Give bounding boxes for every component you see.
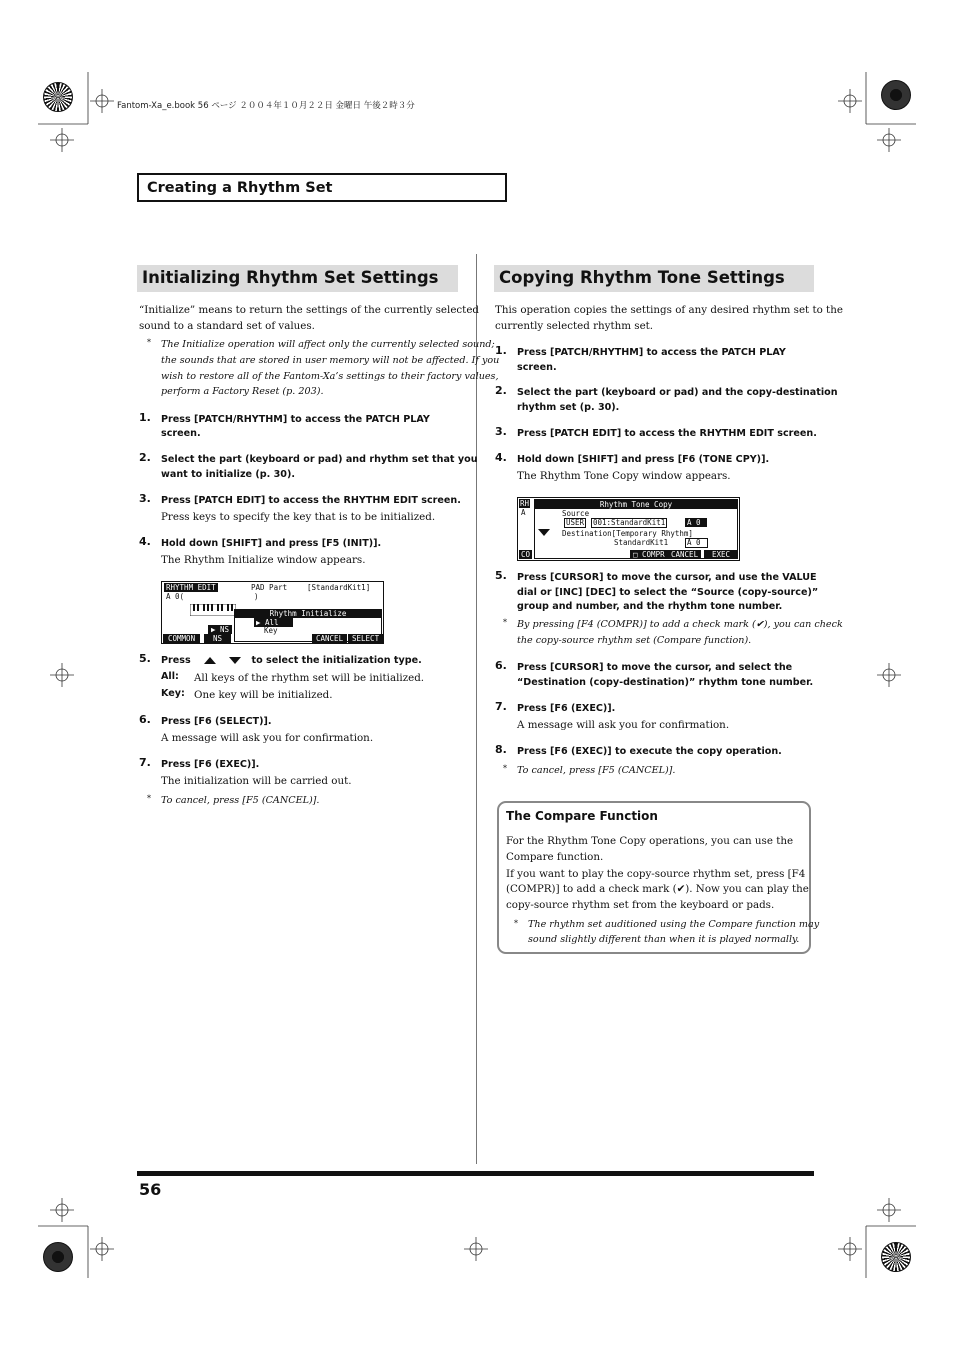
lcd-pad-part: PAD Part: [251, 583, 288, 592]
step-text: Press [PATCH EDIT] to access the RHYTHM EDIT screen.: [161, 495, 461, 506]
lcd-window-title: Rhythm Initialize: [235, 609, 381, 618]
step-text: Press [F6 (EXEC)].: [517, 703, 616, 714]
lcd-tab-ns: NS: [204, 634, 231, 643]
step-text: Hold down [SHIFT] and press [F5 (INIT)].: [161, 538, 382, 549]
lcd-rh-label: RH: [520, 499, 530, 508]
lcd-rhythm-tone-copy: [517, 497, 740, 561]
step-text: Press [PATCH/RHYTHM] to access the PATCH PLAY: [517, 347, 786, 358]
step-text: Select the part (keyboard or pad) and rhythm set that you: [161, 454, 478, 465]
note-line: By pressing [F4 (COMPR)] to add a check mark (✔), you can check: [517, 619, 843, 630]
section-heading-copy: [494, 265, 814, 292]
step-number: 1.: [139, 411, 151, 424]
step-text: Press [CURSOR] to move the cursor, and select the: [517, 662, 793, 673]
step-text: screen.: [517, 362, 557, 373]
note-bullet: *: [503, 618, 507, 627]
compare-function-box: [497, 801, 820, 954]
step-number: 4.: [139, 535, 151, 548]
print-header: Fantom-Xa_e.book 56 ページ ２００４年１０月２２日 金曜日 午後２時３分: [117, 101, 415, 111]
step-text: “Destination (copy-destination)” rhythm tone number.: [517, 677, 814, 688]
step-number: 6.: [139, 713, 151, 726]
intro-line: This operation copies the settings of any desired rhythm set to the: [495, 304, 843, 316]
step-text: screen.: [161, 428, 201, 439]
lcd-window-title: Rhythm Tone Copy: [535, 500, 737, 509]
step-number: 5.: [495, 569, 507, 582]
intro-line: sound to a standard set of values.: [139, 320, 315, 332]
cursor-down-icon: [229, 657, 241, 664]
step-text: Press to select the initialization type.: [161, 655, 422, 666]
step-number: 2.: [139, 451, 151, 464]
lcd-button-cancel: CANCEL: [312, 634, 347, 643]
step-text: Press [F6 (EXEC)].: [161, 759, 260, 770]
step-text: Press [PATCH EDIT] to access the RHYTHM EDIT screen.: [517, 428, 817, 439]
keyboard-graphic: [190, 604, 236, 616]
lcd-kit-name: [StandardKit1]: [307, 583, 371, 592]
lcd-button-exec: EXEC: [704, 550, 738, 559]
lcd-source-label: Source: [562, 509, 590, 518]
option-text: One key will be initialized.: [194, 689, 333, 701]
intro-line: “Initialize” means to return the settings of the currently selected: [139, 304, 480, 316]
note-line: the copy-source rhythm set (Compare function).: [517, 635, 752, 646]
cursor-up-icon: [204, 657, 216, 664]
compare-text: Compare function.: [506, 851, 604, 863]
step-number: 7.: [495, 700, 507, 713]
step-text: Select the part (keyboard or pad) and the copy-destination: [517, 387, 838, 398]
step-number: 7.: [139, 756, 151, 769]
chapter-title: Creating a Rhythm Set: [147, 180, 333, 196]
note-line: wish to restore all of the Fantom-Xa’s settings to their factory values,: [161, 371, 499, 382]
lcd-row: A 0(: [166, 592, 185, 601]
section-title: Initializing Rhythm Set Settings: [142, 268, 439, 287]
step-body: Press keys to specify the key that is to be initialized.: [161, 511, 436, 523]
lcd-source-key: A 0: [685, 518, 707, 527]
lcd-co-label: CO: [521, 550, 531, 559]
lcd-row: ): [254, 592, 259, 601]
lcd-a-label: A: [521, 508, 526, 517]
step-number: 1.: [495, 344, 507, 357]
step-number: 2.: [495, 384, 507, 397]
note-bullet: *: [503, 764, 507, 773]
step-body: The initialization will be carried out.: [161, 775, 352, 787]
note-line: To cancel, press [F5 (CANCEL)].: [517, 765, 676, 776]
step-body: The Rhythm Tone Copy window appears.: [517, 470, 731, 482]
intro-line: currently selected rhythm set.: [495, 320, 654, 332]
step-text: Press [F6 (SELECT)].: [161, 716, 272, 727]
note-bullet: *: [147, 794, 151, 803]
step-text: rhythm set (p. 30).: [517, 402, 620, 413]
step-text: Hold down [SHIFT] and press [F6 (TONE CPY)].: [517, 454, 770, 465]
step-number: 4.: [495, 451, 507, 464]
option-text: All keys of the rhythm set will be initialized.: [194, 672, 425, 684]
lcd-button-compr: □ COMPR: [630, 550, 668, 559]
lcd-option-key: Key: [264, 626, 278, 635]
compare-text: (COMPR)] to add a check mark (✔). Now you can play the: [506, 883, 809, 895]
lcd-destination-key: A 0: [685, 538, 708, 548]
compare-text: If you want to play the copy-source rhythm set, press [F4: [506, 868, 806, 880]
note-bullet: *: [514, 919, 518, 928]
step-number: 6.: [495, 659, 507, 672]
section-heading-initialize: [137, 265, 458, 292]
step-text: group and number, and the rhythm tone number.: [517, 601, 783, 612]
triangle-down-icon: [538, 529, 550, 537]
step-text: dial or [INC] [DEC] to select the “Source (copy-source)”: [517, 587, 819, 598]
step-number: 3.: [495, 425, 507, 438]
chapter-header: [137, 173, 507, 202]
compare-text: copy-source rhythm set from the keyboard or pads.: [506, 899, 775, 911]
option-label: All:: [161, 671, 179, 682]
step-text: want to initialize (p. 30).: [161, 469, 295, 480]
step-text: Press [PATCH/RHYTHM] to access the PATCH PLAY: [161, 414, 430, 425]
lcd-title: RHYTHM EDIT: [166, 583, 216, 592]
note-bullet: *: [147, 338, 151, 347]
lcd-rhythm-initialize: [161, 581, 384, 644]
lcd-source-kit: 001:StandardKit1: [593, 518, 666, 527]
option-label: Key:: [161, 688, 185, 699]
note-line: the sounds that are stored in user memory will not be affected. If you: [161, 355, 500, 366]
step-body: The Rhythm Initialize window appears.: [161, 554, 366, 566]
lcd-button-select: SELECT: [348, 634, 383, 643]
lcd-destination-kit: StandardKit1: [614, 538, 669, 547]
lcd-ns-label: ▶ NS: [208, 625, 232, 634]
step-text: Press [CURSOR] to move the cursor, and use the VALUE: [517, 572, 817, 583]
note-line: The rhythm set auditioned using the Compare function may: [528, 919, 820, 930]
lcd-button-cancel: CANCEL: [668, 550, 701, 559]
step-number: 5.: [139, 652, 151, 665]
note-line: The Initialize operation will affect only the currently selected sound;: [161, 339, 495, 350]
lcd-option-all: ▶ All: [254, 618, 293, 627]
note-line: sound slightly different than when it is played normally.: [528, 934, 800, 945]
note-line: To cancel, press [F5 (CANCEL)].: [161, 795, 320, 806]
footer-rule: [137, 1171, 814, 1176]
lcd-source-group: USER: [566, 518, 585, 527]
lcd-destination-label: Destination[Temporary Rhythm]: [562, 529, 693, 538]
note-line: perform a Factory Reset (p. 203).: [161, 386, 324, 397]
compare-title: The Compare Function: [506, 809, 658, 823]
column-divider: [476, 254, 477, 1164]
section-title: Copying Rhythm Tone Settings: [499, 268, 785, 287]
compare-text: For the Rhythm Tone Copy operations, you can use the: [506, 835, 794, 847]
step-body: A message will ask you for confirmation.: [517, 719, 730, 731]
lcd-tab-common: COMMON: [163, 634, 200, 643]
step-text: Press [F6 (EXEC)] to execute the copy operation.: [517, 746, 782, 757]
step-number: 3.: [139, 492, 151, 505]
page-number: 56: [139, 1180, 162, 1199]
step-body: A message will ask you for confirmation.: [161, 732, 374, 744]
step-number: 8.: [495, 743, 507, 756]
